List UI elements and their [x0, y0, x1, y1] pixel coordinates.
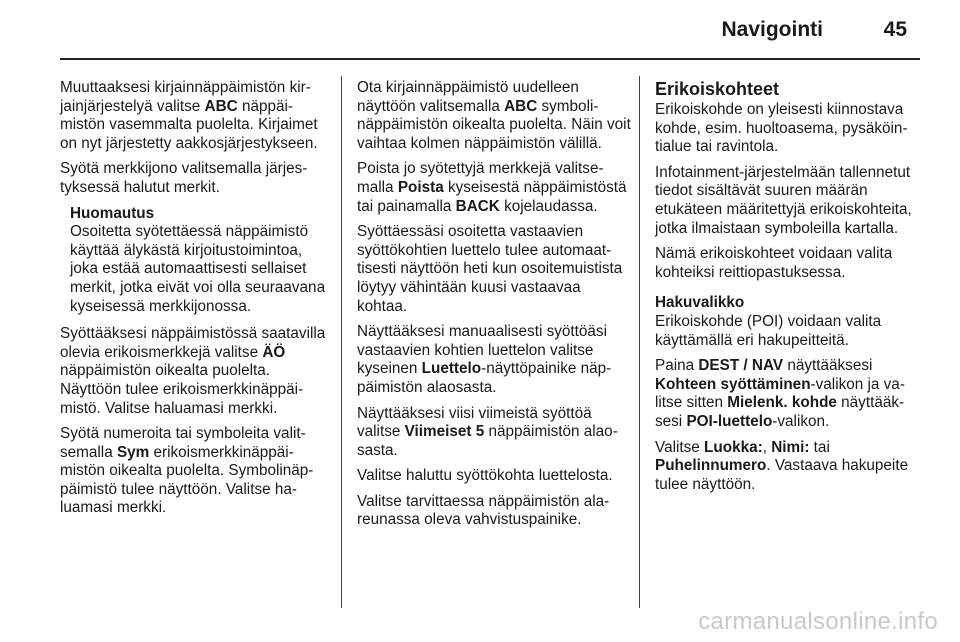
- header-rule: [60, 58, 920, 60]
- column-2: [357, 79, 632, 537]
- paragraph: Näyttääksesi manuaalisesti syöttöäsi vastaavien kohtien luettelon valitse kyseinen Luettelo-näyttöpainike näppäimistön alaosasta.: [357, 323, 612, 396]
- paragraph: Syötä merkkijono valitsemalla järjestyksessä halutut merkit.: [60, 160, 308, 196]
- column-divider-2: [639, 76, 640, 608]
- page-title: Navigointi: [721, 18, 823, 41]
- paragraph: Syötä numeroita tai symboleita valitsemalla Sym erikoismerkkinäppäimistön oikealta puolelta. Symbolinäppäimistö tulee näyttöön. Valitse haluamasi merkki.: [60, 425, 314, 517]
- paragraph: Valitse haluttu syöttökohta luettelosta.: [357, 467, 613, 485]
- paragraph: Erikoiskohde (POI) voidaan valita käyttämällä eri hakupeitteitä.: [655, 312, 882, 349]
- paragraph: Infotainment-järjestelmään tallennetut tiedot sisältävät suuren määrän etukäteen määritettyjä erikoiskohteita, jotka ilmaistaan symboleilla kartalla.: [655, 163, 912, 237]
- column-1: [60, 79, 330, 525]
- watermark-text: carmanualsonline.info: [698, 608, 938, 635]
- page-number: 45: [883, 18, 907, 41]
- paragraph: Syöttääksesi näppäimistössä saatavilla olevia erikoismerkkejä valitse ÄÖ näppäimistön oikealta puolelta. Näyttöön tulee erikoismerkkinäppäimistö. Valitse haluamasi merkki.: [60, 325, 326, 417]
- paragraph: Poista jo syötettyjä merkkejä valitsemalla Poista kyseisestä näppäimistöstä tai painamalla BACK kojelaudassa.: [357, 160, 627, 215]
- subsection-heading: Hakuvalikko: [655, 294, 745, 312]
- paragraph: Syöttäessäsi osoitetta vastaavien syöttökohtien luettelo tulee automaattisesti näyttöön heti kun osoitemuistista löytyy vähintään kuusi vastaavaa kohtaa.: [357, 223, 623, 315]
- paragraph: Muuttaaksesi kirjainnäppäimistön kirjainjärjestelyä valitse ABC näppäimistön vasemmalta puolelta. Kirjaimet on nyt järjestetty aakkosjärjestykseen.: [60, 79, 318, 152]
- paragraph: Valitse Luokka:, Nimi: tai Puhelinnumero. Vastaava hakupeite tulee näyttöön.: [655, 438, 909, 493]
- paragraph: Näyttääksesi viisi viimeistä syöttöä valitse Viimeiset 5 näppäimistön alaosasta.: [357, 404, 618, 459]
- column-3: [655, 79, 925, 501]
- paragraph: Erikoiskohde on yleisesti kiinnostava kohde, esim. huoltoasema, pysäköintialue tai ravintola.: [655, 101, 908, 156]
- paragraph: Valitse tarvittaessa näppäimistön alareunassa oleva vahvistuspainike.: [357, 492, 610, 529]
- paragraph: Ota kirjainnäppäimistö uudelleen näyttöön valitsemalla ABC symbolinäppäimistön oikealta puolelta. Näin voit vaihtaa kolmen näppäimistön välillä.: [357, 79, 631, 152]
- paragraph: Paina DEST / NAV näyttääksesi Kohteen syöttäminen-valikon ja valitse sitten Mielenk. kohde näyttääksesi POI-luettelo-valikon.: [655, 357, 905, 430]
- paragraph: Nämä erikoiskohteet voidaan valita kohteiksi reittiopastuksessa.: [655, 245, 893, 281]
- note-text: Osoitetta syötettäessä näppäimistö käyttää älykästä kirjoitustoimintoa, joka estää automaattisesti sellaiset merkit, jotka eivät voi olla seuraavana kyseisessä merkkijonossa.: [70, 223, 326, 315]
- note-box: [70, 205, 330, 317]
- note-heading: Huomautus: [70, 204, 155, 222]
- section-heading: Erikoiskohteet: [655, 79, 780, 99]
- column-divider-1: [341, 76, 342, 608]
- page-header: [60, 0, 920, 58]
